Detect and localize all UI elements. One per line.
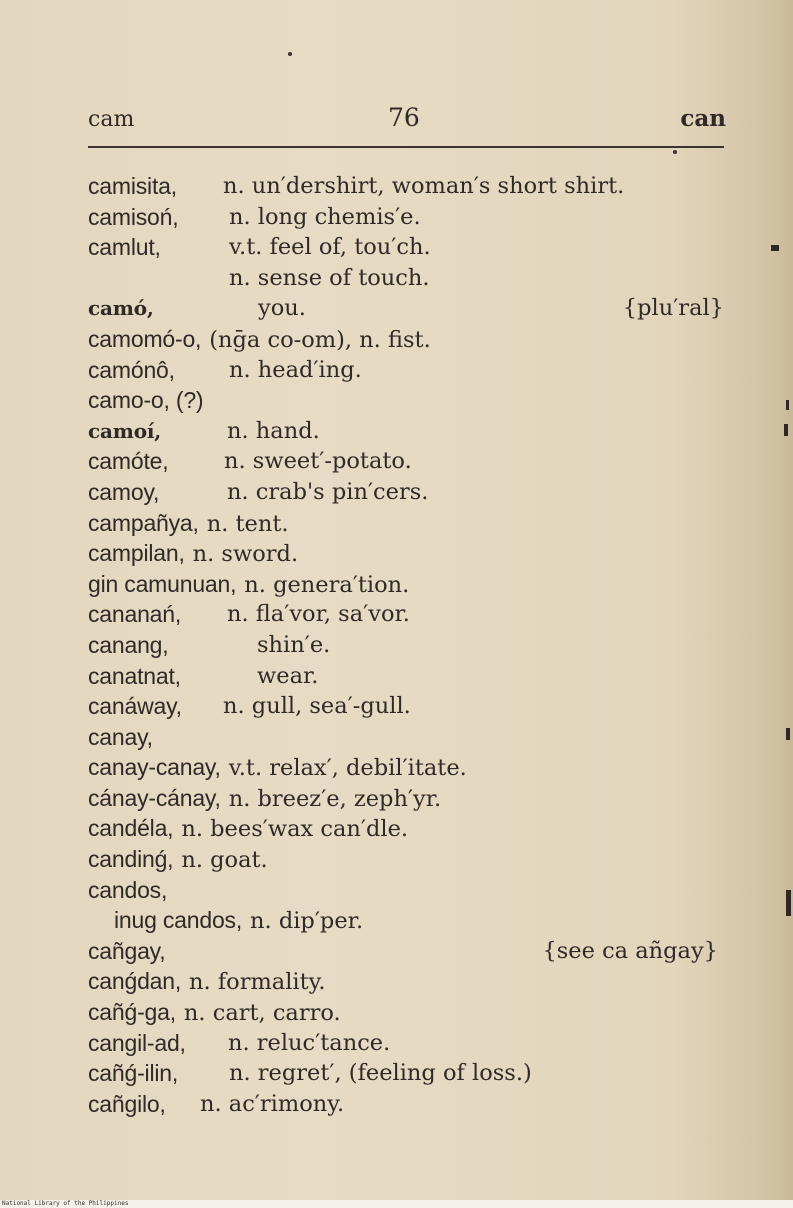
entry-headword: cangil-ad, [88,1029,186,1056]
entry-headword: cañǵ-ga, [88,999,176,1026]
dictionary-entry [88,599,728,630]
entry-definition: n. ac′rimony. [200,1090,345,1117]
entry-definition: v.t. feel of, tou′ch. [229,234,431,261]
entry-headword: canáway, [88,693,182,720]
dictionary-entry [88,355,728,386]
entry-definition: n. breez′e, zeph′yr. [228,785,442,812]
dictionary-entry [88,508,728,539]
entry-headword: camisita, [88,173,177,199]
entry-definition: you. [258,295,306,322]
dictionary-entry [88,1089,728,1120]
entry-headword: camomó-o, [88,325,202,352]
dictionary-entry [88,844,728,875]
entry-headword: cananań, [88,601,182,628]
edge-mark [786,728,790,740]
entry-headword: canatnat, [88,662,181,689]
entry-headword: camoy, [88,478,160,505]
dictionary-entry [88,171,728,202]
entry-definition: n. fla′vor, sa′vor. [227,601,410,628]
edge-mark [771,245,779,251]
entry-headword: campañya, [88,509,199,536]
entry-definition: n. reluc′tance. [228,1029,391,1056]
entry-definition: n. regret′, (feeling of loss.) [229,1060,532,1087]
dictionary-entry [88,1058,728,1089]
entry-headword: cánay-cánay, [88,784,221,811]
entry-headword: inug candos, [114,907,243,934]
entry-headword: camo-o, (?) [88,387,204,414]
entry-headword: camlut, [88,234,161,261]
entry-headword: cañgilo, [88,1090,166,1117]
edge-mark [786,890,791,916]
dictionary-entry [88,263,728,294]
entry-definition: n. crab's pin′cers. [227,478,429,505]
entry-headword: canay-canay, [88,754,221,781]
entry-definition: n. tent. [206,510,289,537]
entry-list [88,171,728,1119]
dictionary-entry [88,691,728,722]
entry-definition: n. formality. [189,969,326,996]
dictionary-entry [88,752,728,783]
edge-mark [786,400,789,410]
rule-dot [673,150,677,154]
entry-headword: camó, [88,296,154,321]
dictionary-entry [88,385,728,416]
entry-definition: n. un′dershirt, woman′s short shirt. [223,173,625,199]
entry-note: {see ca añgay} [542,937,718,964]
entry-definition: n. goat. [181,847,268,874]
entry-definition: n. head′ing. [229,356,362,383]
entry-definition: n. long chemis′e. [229,203,421,230]
dictionary-entry [88,905,728,936]
entry-definition: n. dip′per. [250,908,364,935]
entry-headword: gin camunuan, [88,570,237,597]
entry-definition: n. sense of touch. [229,264,430,291]
dictionary-entry [88,661,728,692]
entry-note: {plu′ral} [622,295,724,322]
entry-headword: canay, [88,723,153,750]
dictionary-entry [88,966,728,997]
entry-headword: candos, [88,876,168,903]
entry-headword: canǵdan, [88,968,182,995]
dictionary-entry [88,936,728,967]
dictionary-entry [88,202,728,233]
dictionary-entry [88,875,728,906]
entry-definition: n. genera′tion. [244,571,410,598]
dictionary-entry [88,813,728,844]
entry-headword: camoí, [88,418,161,443]
dictionary-entry [88,783,728,814]
dictionary-entry [88,477,728,508]
entry-definition: shin′e. [257,631,331,658]
dictionary-entry [88,569,728,600]
entry-definition: n. sword. [192,541,299,568]
dictionary-entry [88,1028,728,1059]
scan-credit: National Library of the Philippines [2,1200,129,1207]
entry-headword: camónô, [88,356,175,383]
entry-headword: cañgay, [88,937,166,964]
entry-headword: cañǵ-ilin, [88,1060,179,1087]
page-header [88,103,726,139]
entry-definition: (nḡa co-om), n. fist. [209,326,431,353]
entry-headword: camóte, [88,448,169,475]
entry-headword: camisoń, [88,203,179,230]
entry-definition: n. gull, sea′-gull. [223,693,411,720]
dictionary-entry [88,722,728,753]
right-guide-word: can [680,105,726,132]
entry-definition: n. bees′wax can′dle. [181,816,409,843]
entry-headword: canang, [88,631,169,658]
entry-definition: n. cart, carro. [183,1000,341,1027]
dictionary-entry [88,538,728,569]
dictionary-entry [88,324,728,355]
dictionary-entry [88,416,728,447]
dictionary-entry [88,997,728,1028]
entry-headword: candinǵ, [88,846,174,873]
dictionary-entry [88,293,728,324]
edge-mark [784,424,788,436]
entry-definition: wear. [257,662,319,689]
left-guide-word: cam [88,107,135,132]
entry-definition: n. hand. [227,417,320,444]
page-number: 76 [388,103,420,132]
entry-headword: campilan, [88,540,185,567]
dictionary-entry [88,630,728,661]
dictionary-entry [88,232,728,263]
header-rule [88,146,724,148]
ink-speck [288,52,292,56]
dictionary-entry [88,446,728,477]
entry-definition: v.t. relax′, debil′itate. [228,755,467,782]
entry-headword: candéla, [88,815,174,842]
entry-definition: n. sweet′-potato. [224,448,412,475]
